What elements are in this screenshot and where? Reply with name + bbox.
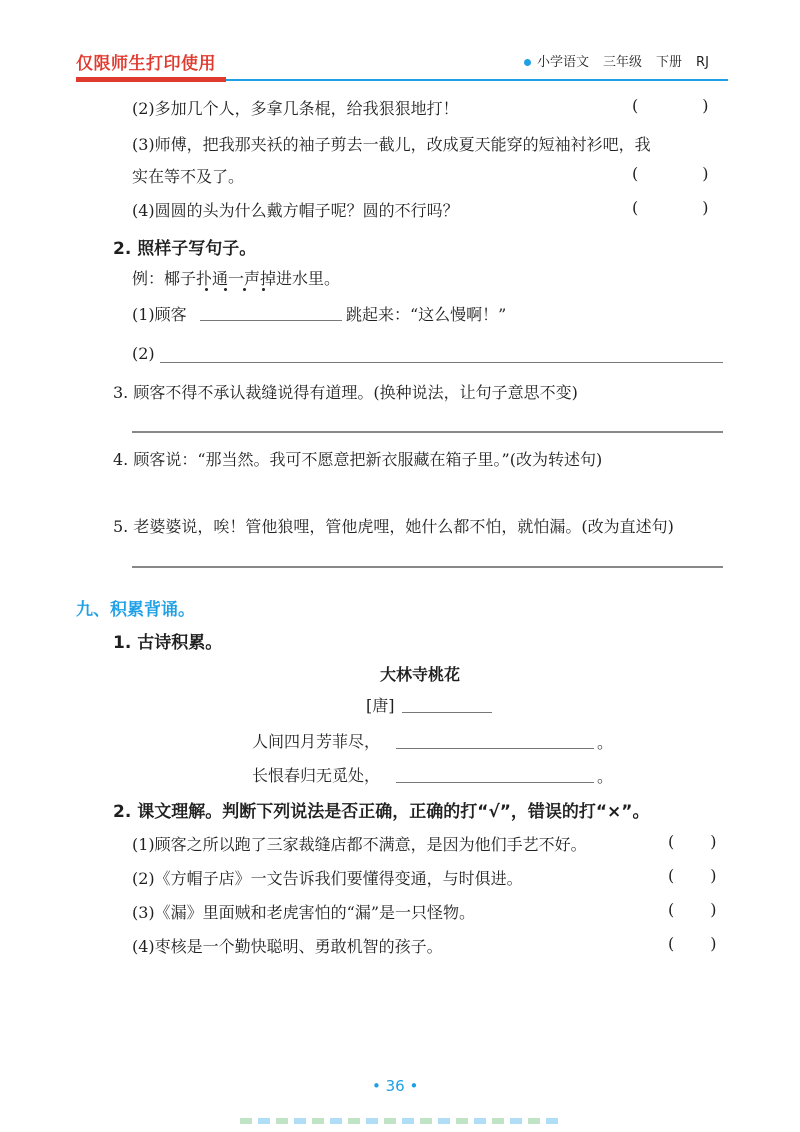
q2-title: 2. 照样子写句子。 xyxy=(113,239,257,259)
header-grade: 三年级 xyxy=(603,55,643,70)
poem-end-mark: 。 xyxy=(597,733,614,752)
q2-item1-suffix: 跳起来：“这么慢啊！” xyxy=(346,305,507,324)
answer-paren[interactable]: ( ) xyxy=(668,866,717,885)
judge-item: (4)枣核是一个勤快聪明、勇敢机智的孩子。 xyxy=(132,937,443,956)
answer-paren[interactable]: ( ) xyxy=(632,164,709,183)
header-volume: 下册 xyxy=(656,55,683,70)
poem-line2: 长恨春归无觅处， xyxy=(252,766,381,785)
answer-line[interactable] xyxy=(132,566,723,568)
header-title: 仅限师生打印使用 xyxy=(76,54,216,74)
q5-text: 5. 老婆婆说，唉！管他狼哩，管他虎哩，她什么都不怕，就怕漏。(改为直述句) xyxy=(113,517,674,536)
emphasis-dot xyxy=(243,288,246,291)
q1-item-4: (4)圆圆的头为什么戴方帽子呢？圆的不行吗？ xyxy=(132,201,459,220)
answer-paren[interactable]: ( ) xyxy=(632,198,709,217)
header-edition: RJ xyxy=(696,55,709,70)
poem-dynasty: [唐] xyxy=(366,696,395,715)
judge-item: (1)顾客之所以跑了三家裁缝店都不满意，是因为他们手艺不好。 xyxy=(132,835,587,854)
answer-line[interactable] xyxy=(132,431,723,433)
author-blank[interactable] xyxy=(402,712,492,713)
answer-paren[interactable]: ( ) xyxy=(668,832,717,851)
header-divider xyxy=(76,77,728,83)
q2-item1-prefix: (1)顾客 xyxy=(132,305,187,324)
poem-title: 大林寺桃花 xyxy=(380,665,461,684)
answer-line[interactable] xyxy=(160,362,723,363)
emphasis-dot xyxy=(224,288,227,291)
q1-item-3-line1: (3)师傅，把我那夹袄的袖子剪去一截儿，改成夏天能穿的短袖衬衫吧，我 xyxy=(132,135,651,154)
poem-end-mark: 。 xyxy=(597,767,614,786)
answer-paren[interactable]: ( ) xyxy=(668,900,717,919)
bullet-dot-icon xyxy=(524,59,531,66)
header-meta xyxy=(524,51,709,70)
emphasis-dot xyxy=(205,288,208,291)
q1-item-3-line2: 实在等不及了。 xyxy=(132,167,245,186)
emphasis-dot xyxy=(262,288,265,291)
answer-paren[interactable]: ( ) xyxy=(668,934,717,953)
answer-blank[interactable] xyxy=(396,748,594,749)
header-subject: 小学语文 xyxy=(537,55,590,70)
q3-text: 3. 顾客不得不承认裁缝说得有道理。(换种说法，让句子意思不变) xyxy=(113,383,578,402)
q2-example: 例：椰子扑通一声掉进水里。 xyxy=(132,269,341,288)
answer-blank[interactable] xyxy=(396,782,594,783)
section-title: 九、积累背诵。 xyxy=(76,600,195,620)
judge-item: (2)《方帽子店》一文告诉我们要懂得变通，与时俱进。 xyxy=(132,869,523,888)
poem-line1: 人间四月芳菲尽， xyxy=(252,732,381,751)
page-number: • 36 • xyxy=(372,1077,419,1095)
footer-decoration xyxy=(240,1118,560,1124)
q2-item2-prefix: (2) xyxy=(132,344,155,363)
answer-blank[interactable] xyxy=(200,320,342,321)
sub1-title: 1. 古诗积累。 xyxy=(113,633,223,653)
q1-item-2: (2)多加几个人，多拿几条棍，给我狠狠地打！ xyxy=(132,99,459,118)
q4-text: 4. 顾客说：“那当然。我可不愿意把新衣服藏在箱子里。”(改为转述句) xyxy=(113,450,603,469)
judge-item: (3)《漏》里面贼和老虎害怕的“漏”是一只怪物。 xyxy=(132,903,476,922)
sub2-title: 2. 课文理解。判断下列说法是否正确，正确的打“√”，错误的打“×”。 xyxy=(113,802,650,822)
answer-paren[interactable]: ( ) xyxy=(632,96,709,115)
